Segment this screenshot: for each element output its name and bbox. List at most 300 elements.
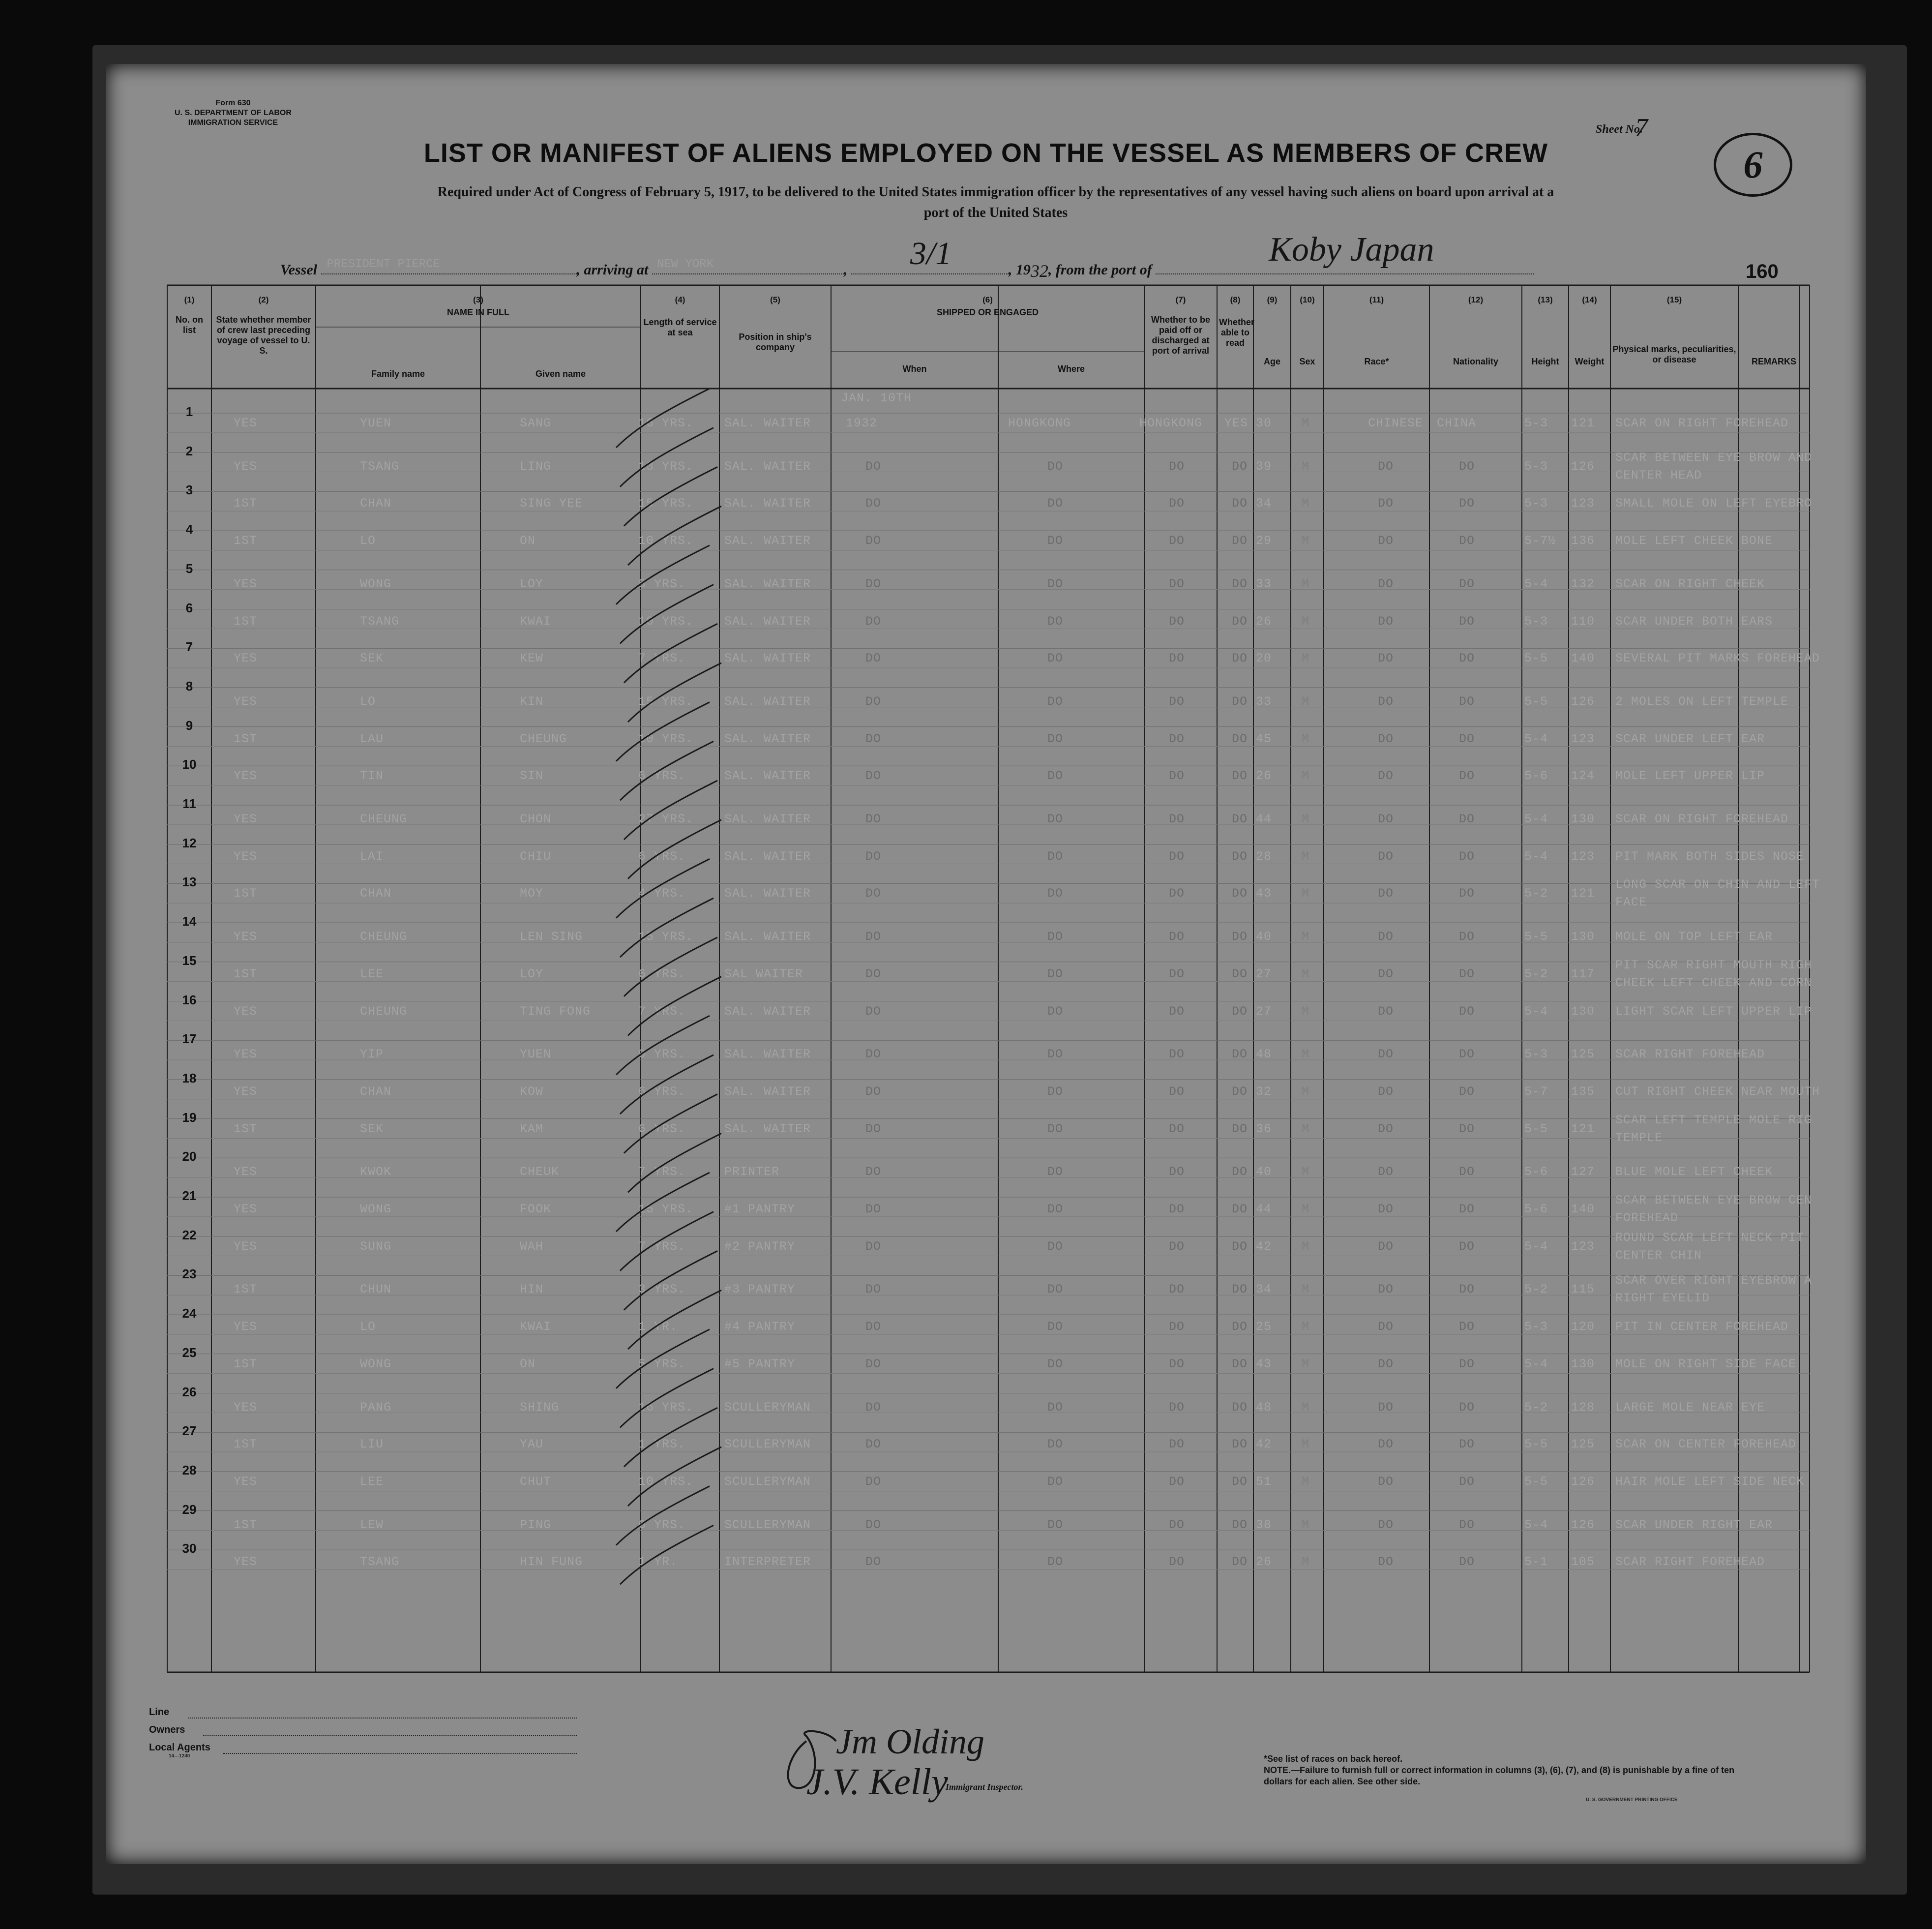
race-cell: CHINESE <box>1368 416 1424 430</box>
sex-cell: M <box>1302 694 1310 709</box>
penalty-note: NOTE.—Failure to furnish full or correct information in columns (3), (6), (7), and (8) is punishable by a fine of ten dollars for each alien. See other side. <box>1264 1765 1735 1786</box>
physical-marks-cell: SCAR OVER RIGHT EYEBROW A <box>1615 1273 1813 1288</box>
weight-cell: 130 <box>1571 1004 1595 1019</box>
service-cell: 7 YRS. <box>638 1004 686 1019</box>
check-slash <box>620 898 713 957</box>
paid-off-cell: DO <box>1169 1202 1185 1216</box>
physical-marks-cell: TEMPLE <box>1615 1130 1663 1145</box>
check-slash <box>624 1251 717 1310</box>
arriving-label: , arriving at <box>576 262 649 278</box>
weight-cell: 126 <box>1571 1517 1595 1532</box>
service-cell: 16 YRS. <box>638 416 694 430</box>
row-number: 26 <box>182 1384 197 1399</box>
column-header: Family name <box>371 369 425 379</box>
position-cell: SAL. WAITER <box>724 534 811 548</box>
when-cell: DO <box>865 1121 882 1136</box>
race-cell: DO <box>1378 1047 1394 1062</box>
check-marks <box>106 64 1866 1864</box>
age-cell: 48 <box>1256 1400 1272 1415</box>
height-cell: 5-5 <box>1524 1474 1548 1489</box>
service-cell: 6 YRS. <box>638 1084 686 1099</box>
sheet-number-hand: 7 <box>1635 114 1648 142</box>
race-cell: DO <box>1378 496 1394 511</box>
column-number: (5) <box>770 295 780 304</box>
check-slash <box>616 1329 710 1388</box>
owners-label: Owners <box>149 1724 185 1735</box>
family-name-cell: TSANG <box>360 459 400 474</box>
weight-cell: 121 <box>1571 416 1595 430</box>
where-cell: DO <box>1047 1356 1064 1371</box>
nationality-cell: DO <box>1459 812 1475 826</box>
column-number: (10) <box>1300 295 1315 304</box>
row-number: 4 <box>185 522 193 537</box>
row-number: 3 <box>185 482 193 498</box>
where-cell: DO <box>1047 534 1064 548</box>
row-number: 29 <box>182 1502 197 1517</box>
position-cell: #1 PANTRY <box>724 1202 796 1216</box>
height-cell: 5-2 <box>1524 886 1548 901</box>
service-cell: 6 YRS. <box>638 966 686 981</box>
height-cell: 5-4 <box>1524 1517 1548 1532</box>
family-name-cell: LEE <box>360 966 384 981</box>
physical-marks-cell: SCAR ON RIGHT FOREHEAD <box>1615 812 1789 826</box>
prev-voyage-cell: YES <box>234 694 258 709</box>
nationality-cell: DO <box>1459 1239 1475 1254</box>
column-header: Height <box>1531 357 1559 366</box>
given-name-cell: CHUT <box>520 1474 552 1489</box>
physical-marks-cell: SEVERAL PIT MARKS FOREHEAD <box>1615 651 1820 666</box>
height-cell: 5-5 <box>1524 1437 1548 1452</box>
family-name-cell: CHEUNG <box>360 1004 408 1019</box>
document-title: LIST OR MANIFEST OF ALIENS EMPLOYED ON THE VESSEL AS MEMBERS OF CREW <box>423 138 1548 168</box>
read-cell: DO <box>1232 1356 1248 1371</box>
prev-voyage-cell: 1ST <box>234 1121 258 1136</box>
service-cell: 10 YRS. <box>638 731 694 746</box>
nationality-cell: DO <box>1459 1437 1475 1452</box>
department-name: U. S. DEPARTMENT OF LABOR <box>175 109 292 117</box>
when-cell: DO <box>865 1555 882 1569</box>
physical-marks-cell: RIGHT EYELID <box>1615 1291 1710 1306</box>
given-name-cell: CHEUNG <box>520 731 567 746</box>
read-cell: DO <box>1232 731 1248 746</box>
position-cell: SAL. WAITER <box>724 1047 811 1062</box>
where-cell: DO <box>1047 769 1064 784</box>
when-cell: DO <box>865 1517 882 1532</box>
where-cell: DO <box>1047 1239 1064 1254</box>
nationality-cell: DO <box>1459 1047 1475 1062</box>
read-cell: DO <box>1232 1121 1248 1136</box>
when-cell: DO <box>865 731 882 746</box>
column-header: SHIPPED OR ENGAGED <box>936 307 1039 317</box>
paid-off-cell: DO <box>1169 694 1185 709</box>
position-cell: SAL. WAITER <box>724 1004 811 1019</box>
when-cell: DO <box>865 1320 882 1334</box>
physical-marks-cell: MOLE ON TOP LEFT EAR <box>1615 930 1773 944</box>
where-cell: DO <box>1047 1517 1064 1532</box>
nationality-cell: DO <box>1459 1356 1475 1371</box>
paid-off-cell: HONGKONG <box>1139 416 1203 430</box>
given-name-cell: ON <box>520 1356 536 1371</box>
race-cell: DO <box>1378 812 1394 826</box>
read-cell: DO <box>1232 930 1248 944</box>
paid-off-cell: DO <box>1169 1555 1185 1569</box>
service-cell: 8 YRS. <box>638 576 686 591</box>
given-name-cell: SIN <box>520 769 544 784</box>
where-cell: DO <box>1047 1400 1064 1415</box>
check-slash <box>624 937 717 996</box>
row-number: 23 <box>182 1266 197 1282</box>
physical-marks-cell: PIT IN CENTER FOREHEAD <box>1615 1320 1789 1334</box>
footnotes <box>1264 1753 1755 1787</box>
read-cell: YES <box>1224 416 1248 430</box>
age-cell: 40 <box>1256 930 1272 944</box>
age-cell: 36 <box>1256 1121 1272 1136</box>
nationality-cell: DO <box>1459 1202 1475 1216</box>
family-name-cell: LAU <box>360 731 384 746</box>
physical-marks-cell: BLUE MOLE LEFT CHEEK <box>1615 1165 1773 1179</box>
nationality-cell: DO <box>1459 459 1475 474</box>
physical-marks-cell: SCAR RIGHT FOREHEAD <box>1615 1555 1765 1569</box>
given-name-cell: CHIU <box>520 849 552 864</box>
age-cell: 48 <box>1256 1047 1272 1062</box>
given-name-cell: KOW <box>520 1084 544 1099</box>
race-cell: DO <box>1378 886 1394 901</box>
when-cell: JAN. 10TH <box>841 391 912 405</box>
check-slash <box>620 428 713 487</box>
when-cell: DO <box>865 459 882 474</box>
read-cell: DO <box>1232 1517 1248 1532</box>
service-cell: 6 YRS. <box>638 1121 686 1136</box>
read-cell: DO <box>1232 651 1248 666</box>
agents-code: 14—1240 <box>169 1753 190 1759</box>
nationality-cell: DO <box>1459 1517 1475 1532</box>
column-header: Age <box>1263 357 1280 366</box>
sex-cell: M <box>1302 1320 1310 1334</box>
where-cell: DO <box>1047 886 1064 901</box>
sex-cell: M <box>1302 1239 1310 1254</box>
weight-cell: 140 <box>1571 651 1595 666</box>
race-note: *See list of races on back hereof. <box>1264 1754 1403 1764</box>
where-cell: DO <box>1047 812 1064 826</box>
check-slash <box>620 1212 713 1271</box>
sex-cell: M <box>1302 849 1310 864</box>
nationality-cell: DO <box>1459 1555 1475 1569</box>
family-name-cell: TSANG <box>360 1555 400 1569</box>
weight-cell: 130 <box>1571 930 1595 944</box>
family-name-cell: CHEUNG <box>360 930 408 944</box>
physical-marks-cell: PIT MARK BOTH SIDES NOSE <box>1615 849 1805 864</box>
family-name-cell: WONG <box>360 576 392 591</box>
row-number: 12 <box>182 835 197 850</box>
read-cell: DO <box>1232 1047 1248 1062</box>
sex-cell: M <box>1302 1517 1310 1532</box>
height-cell: 5-6 <box>1524 1165 1548 1179</box>
physical-marks-cell: ROUND SCAR LEFT NECK PIT <box>1615 1230 1805 1245</box>
paid-off-cell: DO <box>1169 534 1185 548</box>
age-cell: 27 <box>1256 966 1272 981</box>
row-number: 15 <box>182 953 197 968</box>
weight-cell: 123 <box>1571 496 1595 511</box>
nationality-cell: DO <box>1459 1474 1475 1489</box>
read-cell: DO <box>1232 534 1248 548</box>
where-cell: DO <box>1047 1121 1064 1136</box>
sex-cell: M <box>1302 1356 1310 1371</box>
paid-off-cell: DO <box>1169 1165 1185 1179</box>
weight-cell: 105 <box>1571 1555 1595 1569</box>
prev-voyage-cell: YES <box>234 1400 258 1415</box>
weight-cell: 125 <box>1571 1437 1595 1452</box>
read-cell: DO <box>1232 1202 1248 1216</box>
prev-voyage-cell: YES <box>234 1202 258 1216</box>
family-name-cell: LAI <box>360 849 384 864</box>
column-header: Weight <box>1575 357 1605 366</box>
race-cell: DO <box>1378 651 1394 666</box>
given-name-cell: CHON <box>520 812 552 826</box>
column-header: Where <box>1057 364 1085 374</box>
prev-voyage-cell: YES <box>234 1165 258 1179</box>
age-cell: 25 <box>1256 1320 1272 1334</box>
age-cell: 44 <box>1256 1202 1272 1216</box>
height-cell: 5-4 <box>1524 1356 1548 1371</box>
sex-cell: M <box>1302 496 1310 511</box>
where-cell: DO <box>1047 1004 1064 1019</box>
column-header: Position in ship's company <box>739 332 812 352</box>
check-slash <box>628 977 721 1036</box>
service-cell: 10 YRS. <box>638 534 694 548</box>
position-cell: SAL. WAITER <box>724 1121 811 1136</box>
weight-cell: 135 <box>1571 1084 1595 1099</box>
race-cell: DO <box>1378 1320 1394 1334</box>
height-cell: 5-1 <box>1524 1555 1548 1569</box>
family-name-cell: WONG <box>360 1356 392 1371</box>
agents-field <box>223 1752 577 1754</box>
read-cell: DO <box>1232 812 1248 826</box>
position-cell: SAL. WAITER <box>724 812 811 826</box>
read-cell: DO <box>1232 769 1248 784</box>
paid-off-cell: DO <box>1169 1474 1185 1489</box>
race-cell: DO <box>1378 459 1394 474</box>
position-cell: SCULLERYMAN <box>724 1437 811 1452</box>
read-cell: DO <box>1232 496 1248 511</box>
read-cell: DO <box>1232 1437 1248 1452</box>
agents-label: Local Agents <box>149 1742 210 1753</box>
read-cell: DO <box>1232 1400 1248 1415</box>
read-cell: DO <box>1232 1282 1248 1297</box>
race-cell: DO <box>1378 1517 1394 1532</box>
height-cell: 5-6 <box>1524 769 1548 784</box>
column-header: No. on list <box>176 315 203 335</box>
where-cell: DO <box>1047 651 1064 666</box>
physical-marks-cell: MOLE ON RIGHT SIDE FACE <box>1615 1356 1797 1371</box>
family-name-cell: SUNG <box>360 1239 392 1254</box>
paid-off-cell: DO <box>1169 1282 1185 1297</box>
nationality-cell: DO <box>1459 966 1475 981</box>
height-cell: 5-5 <box>1524 694 1548 709</box>
given-name-cell: HIN FUNG <box>520 1555 583 1569</box>
prev-voyage-cell: YES <box>234 651 258 666</box>
height-cell: 5-2 <box>1524 1282 1548 1297</box>
given-name-cell: LOY <box>520 576 544 591</box>
when-cell: 1932 <box>846 416 878 430</box>
paid-off-cell: DO <box>1169 1356 1185 1371</box>
family-name-cell: YUEN <box>360 416 392 430</box>
nationality-cell: DO <box>1459 930 1475 944</box>
physical-marks-cell: MOLE LEFT CHEEK BONE <box>1615 534 1773 548</box>
position-cell: SAL. WAITER <box>724 769 811 784</box>
given-name-cell: SANG <box>520 416 552 430</box>
read-cell: DO <box>1232 1474 1248 1489</box>
sex-cell: M <box>1302 769 1310 784</box>
prev-voyage-cell: 1ST <box>234 1517 258 1532</box>
column-header: Sex <box>1299 357 1315 366</box>
prev-voyage-cell: YES <box>234 812 258 826</box>
column-number: (9) <box>1267 295 1278 304</box>
signature-bottom: J.V. Kelly <box>806 1761 948 1803</box>
service-cell: 13 YRS. <box>638 459 694 474</box>
family-name-cell: SEK <box>360 651 384 666</box>
sex-cell: M <box>1302 1084 1310 1099</box>
physical-marks-cell: SCAR UNDER BOTH EARS <box>1615 614 1773 629</box>
race-cell: DO <box>1378 1555 1394 1569</box>
manifest-sheet <box>106 64 1866 1864</box>
weight-cell: 123 <box>1571 1239 1595 1254</box>
column-number: (11) <box>1369 295 1384 304</box>
position-cell: SAL. WAITER <box>724 576 811 591</box>
physical-marks-cell: SCAR BETWEEN EYE BROW AND <box>1615 450 1813 465</box>
check-slash <box>628 1133 721 1192</box>
row-number: 18 <box>182 1070 197 1085</box>
read-cell: DO <box>1232 576 1248 591</box>
where-cell: DO <box>1047 1555 1064 1569</box>
race-cell: DO <box>1378 1400 1394 1415</box>
physical-marks-cell: LONG SCAR ON CHIN AND LEFT <box>1615 877 1820 892</box>
position-cell: SCULLERYMAN <box>724 1400 811 1415</box>
service-cell: 4 YRS. <box>638 886 686 901</box>
nationality-cell: DO <box>1459 849 1475 864</box>
vessel-label: Vessel <box>280 262 317 278</box>
prev-voyage-cell: YES <box>234 769 258 784</box>
paid-off-cell: DO <box>1169 1517 1185 1532</box>
age-cell: 42 <box>1256 1239 1272 1254</box>
row-number: 10 <box>182 757 197 772</box>
height-cell: 5-2 <box>1524 966 1548 981</box>
subtitle-line-1: Required under Act of Congress of February 5, 1917, to be delivered to the United States immigration officer by the representatives of any vessel having such aliens on board upon arrival at a <box>437 184 1554 200</box>
read-cell: DO <box>1232 966 1248 981</box>
height-cell: 5-3 <box>1524 614 1548 629</box>
race-cell: DO <box>1378 1474 1394 1489</box>
prev-voyage-cell: 1ST <box>234 1282 258 1297</box>
check-slash <box>628 506 721 565</box>
where-cell: DO <box>1047 966 1064 981</box>
when-cell: DO <box>865 614 882 629</box>
page-number: 160 <box>1746 261 1779 282</box>
column-header: NAME IN FULL <box>447 307 509 317</box>
column-header: When <box>902 364 927 374</box>
weight-cell: 121 <box>1571 886 1595 901</box>
vessel-line: Vessel PRESIDENT PIERCE , arriving at NEW YORK , 3/1 , 1932, from the port of Koby Japan <box>280 261 1534 281</box>
nationality-cell: DO <box>1459 1084 1475 1099</box>
age-cell: 34 <box>1256 496 1272 511</box>
given-name-cell: HIN <box>520 1282 544 1297</box>
arrival-year: 32 <box>1030 261 1048 281</box>
race-cell: DO <box>1378 1282 1394 1297</box>
row-number: 22 <box>182 1227 197 1242</box>
service-cell: 15 YRS. <box>638 694 694 709</box>
physical-marks-cell: PIT SCAR RIGHT MOUTH RIGH <box>1615 958 1813 972</box>
race-cell: DO <box>1378 1356 1394 1371</box>
paid-off-cell: DO <box>1169 651 1185 666</box>
race-cell: DO <box>1378 849 1394 864</box>
race-cell: DO <box>1378 769 1394 784</box>
row-number: 11 <box>182 796 196 811</box>
position-cell: PRINTER <box>724 1165 780 1179</box>
row-number: 21 <box>182 1188 197 1203</box>
row-number: 27 <box>182 1423 197 1439</box>
when-cell: DO <box>865 651 882 666</box>
read-cell: DO <box>1232 459 1248 474</box>
given-name-cell: SHING <box>520 1400 560 1415</box>
check-slash <box>624 1408 717 1467</box>
service-cell: 10 YRS. <box>638 1474 694 1489</box>
read-cell: DO <box>1232 614 1248 629</box>
sex-cell: M <box>1302 534 1310 548</box>
row-number: 20 <box>182 1149 197 1164</box>
row-number: 1 <box>185 404 193 419</box>
sex-cell: M <box>1302 886 1310 901</box>
when-cell: DO <box>865 1004 882 1019</box>
family-name-cell: CHAN <box>360 886 392 901</box>
sex-cell: M <box>1302 1437 1310 1452</box>
when-cell: DO <box>865 930 882 944</box>
prev-voyage-cell: YES <box>234 1474 258 1489</box>
physical-marks-cell: SCAR BETWEEN EYE BROW CEN <box>1615 1193 1813 1207</box>
read-cell: DO <box>1232 1239 1248 1254</box>
height-cell: 5-4 <box>1524 731 1548 746</box>
height-cell: 5-3 <box>1524 1320 1548 1334</box>
paid-off-cell: DO <box>1169 886 1185 901</box>
race-cell: DO <box>1378 694 1394 709</box>
when-cell: DO <box>865 496 882 511</box>
age-cell: 29 <box>1256 534 1272 548</box>
sex-cell: M <box>1302 1047 1310 1062</box>
paid-off-cell: DO <box>1169 930 1185 944</box>
where-cell: DO <box>1047 1084 1064 1099</box>
age-cell: 39 <box>1256 459 1272 474</box>
where-cell: DO <box>1047 1165 1064 1179</box>
check-slash <box>628 1290 721 1349</box>
prev-voyage-cell: YES <box>234 1320 258 1334</box>
check-slash <box>624 624 717 683</box>
column-number: (2) <box>258 295 269 304</box>
service-cell: 6 YRS. <box>638 769 686 784</box>
row-number: 13 <box>182 874 197 890</box>
sheet-number-circled-text: 6 <box>1743 143 1763 186</box>
where-cell: DO <box>1047 1047 1064 1062</box>
paid-off-cell: DO <box>1169 966 1185 981</box>
age-cell: 32 <box>1256 1084 1272 1099</box>
when-cell: DO <box>865 1437 882 1452</box>
when-cell: DO <box>865 812 882 826</box>
weight-cell: 127 <box>1571 1165 1595 1179</box>
age-cell: 33 <box>1256 694 1272 709</box>
position-cell: SCULLERYMAN <box>724 1474 811 1489</box>
physical-marks-cell: CHEEK LEFT CHEEK AND CORN <box>1615 975 1813 990</box>
service-cell: 7 YRS. <box>638 1165 686 1179</box>
physical-marks-cell: SCAR UNDER RIGHT EAR <box>1615 1517 1773 1532</box>
check-slash <box>620 741 713 800</box>
physical-marks-cell: SCAR ON RIGHT FOREHEAD <box>1615 416 1789 430</box>
given-name-cell: KWAI <box>520 1320 552 1334</box>
